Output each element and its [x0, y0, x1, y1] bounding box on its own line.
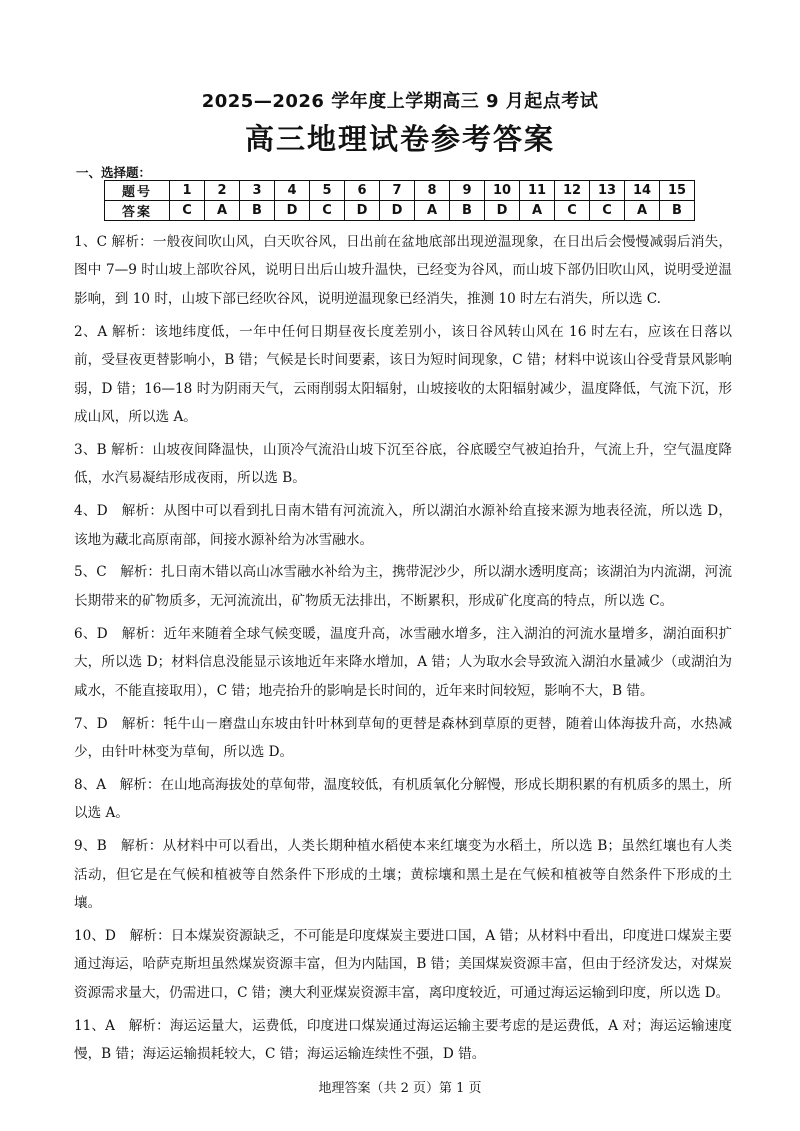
explanation-paragraph: 9、B 解析：从材料中可以看出，人类长期种植水稻使本来红壤变为水稻土，所以选 B；虽然红壤也有人类活动，但它是在气候和植被等自然条件下形成的土壤；黄棕壤和黑土是在气候和植被等自然条件下形成的土壤。 — [74, 838, 732, 911]
question-number-cell: 8 — [415, 181, 450, 201]
answer-cell: A — [520, 201, 555, 221]
answer-cell: C — [310, 201, 345, 221]
question-number-cell: 2 — [205, 181, 240, 201]
answer-row — [105, 201, 695, 221]
page-footer: 地理答案（共 2 页）第 1 页 — [318, 1081, 482, 1096]
question-number-cell: 5 — [310, 181, 345, 201]
question-number-cell: 15 — [660, 181, 695, 201]
answer-cell: C — [170, 201, 205, 221]
answer-cell: A — [625, 201, 660, 221]
question-number-cell: 7 — [380, 181, 415, 201]
question-number-cell: 6 — [345, 181, 380, 201]
question-number-cell: 12 — [555, 181, 590, 201]
section-heading: 一、选择题： — [76, 165, 152, 180]
explanation-paragraph: 4、D 解析：从图中可以看到扎日南木错有河流流入，所以湖泊水源补给直接来源为地表径流，所以选 D，该地为藏北高原南部，间接水源补给为冰雪融水。 — [74, 503, 732, 548]
question-number-header: 题号 — [105, 181, 170, 201]
explanation-paragraph: 5、C 解析：扎日南木错以高山冰雪融水补给为主，携带泥沙少，所以湖水透明度高；该湖泊为内流湖，河流长期带来的矿物质多，无河流流出，矿物质无法排出，不断累积，形成矿化度高的特点，所以选 C。 — [74, 564, 732, 609]
answer-cell: D — [345, 201, 380, 221]
question-number-cell: 11 — [520, 181, 555, 201]
explanation-paragraph: 1、C 解析：一般夜间吹山风，白天吹谷风，日出前在盆地底部出现逆温现象，在日出后会慢慢减弱后消失，图中 7—9 时山坡上部吹谷风，说明日出后山坡升温快，已经变为谷风，而山坡下部仍旧吹山风，说明受逆温影响，到 10 时，山坡下部已经吹谷风，说明逆温现象已经消失，推测 10 时左右消失，所以选 C. — [74, 234, 732, 307]
answer-cell: C — [555, 201, 590, 221]
answer-cell: D — [380, 201, 415, 221]
question-number-cell: 9 — [450, 181, 485, 201]
explanations — [74, 228, 732, 1073]
answer-cell: B — [240, 201, 275, 221]
question-number-cell: 13 — [590, 181, 625, 201]
answer-cell: D — [485, 201, 520, 221]
question-number-cell: 1 — [170, 181, 205, 201]
answer-cell: B — [660, 201, 695, 221]
answer-cell: A — [205, 201, 240, 221]
explanation-paragraph: 10、D 解析：日本煤炭资源缺乏，不可能是印度煤炭主要进口国，A 错；从材料中看出，印度进口煤炭主要通过海运，哈萨克斯坦虽然煤炭资源丰富，但为内陆国，B 错；美国煤炭资源丰富，但由于经济发达，对煤炭资源需求量大，仍需进口，C 错；澳大利亚煤炭资源丰富，离印度较近，可通过海运运输到印度，所以选 D。 — [74, 927, 732, 1001]
explanation-paragraph: 11、A 解析：海运运量大，运费低，印度进口煤炭通过海运运输主要考虑的是运费低，A 对；海运运输速度慢，B 错；海运运输损耗较大，C 错；海运运输连续性不强，D 错。 — [74, 1017, 732, 1062]
explanation-paragraph: 2、A 解析：该地纬度低，一年中任何日期昼夜长度差别小，该日谷风转山风在 16 时左右，应该在日落以前，受昼夜更替影响小，B 错；气候是长时间要素，该日为短时间现象，C 错；材料中说该山谷受背景风影响弱，D 错；16—18 时为阴雨天气，云雨削弱太阳辐射，山坡接收的太阳辐射减少，温度降低，气流下沉，形成山风，所以选 A。 — [74, 323, 732, 425]
question-number-cell: 4 — [275, 181, 310, 201]
question-number-row — [105, 181, 695, 201]
question-number-cell: 10 — [485, 181, 520, 201]
exam-title: 2025—2026 学年度上学期高三 9 月起点考试 — [201, 91, 599, 112]
question-number-cell: 3 — [240, 181, 275, 201]
answer-table — [104, 180, 695, 221]
explanation-paragraph: 6、D 解析：近年来随着全球气候变暖，温度升高，冰雪融水增多，注入湖泊的河流水量增多，湖泊面积扩大，所以选 D；材料信息没能显示该地近年来降水增加，A 错；人为取水会导致流入湖泊水量减少（或湖泊为咸水，不能直接取用），C 错；地壳抬升的影响是长时间的，近年来时间较短，影响不大，B 错。 — [74, 625, 732, 699]
document-title: 高三地理试卷参考答案 — [244, 122, 555, 156]
answer-header: 答案 — [105, 201, 170, 221]
explanation-paragraph: 3、B 解析：山坡夜间降温快，山顶冷气流沿山坡下沉至谷底，谷底暖空气被迫抬升，气流上升，空气温度降低，水汽易凝结形成夜雨，所以选 B。 — [74, 441, 732, 487]
answer-cell: D — [275, 201, 310, 221]
explanation-paragraph: 7、D 解析：牦牛山－磨盘山东坡由针叶林到草甸的更替是森林到草原的更替，随着山体海拔升高，水热减少，由针叶林变为草甸，所以选 D。 — [74, 715, 732, 760]
answer-cell: A — [415, 201, 450, 221]
answer-cell: B — [450, 201, 485, 221]
answer-cell: C — [590, 201, 625, 221]
question-number-cell: 14 — [625, 181, 660, 201]
explanation-paragraph: 8、A 解析：在山地高海拔处的草甸带，温度较低，有机质氧化分解慢，形成长期积累的有机质多的黑土，所以选 A。 — [74, 776, 732, 822]
